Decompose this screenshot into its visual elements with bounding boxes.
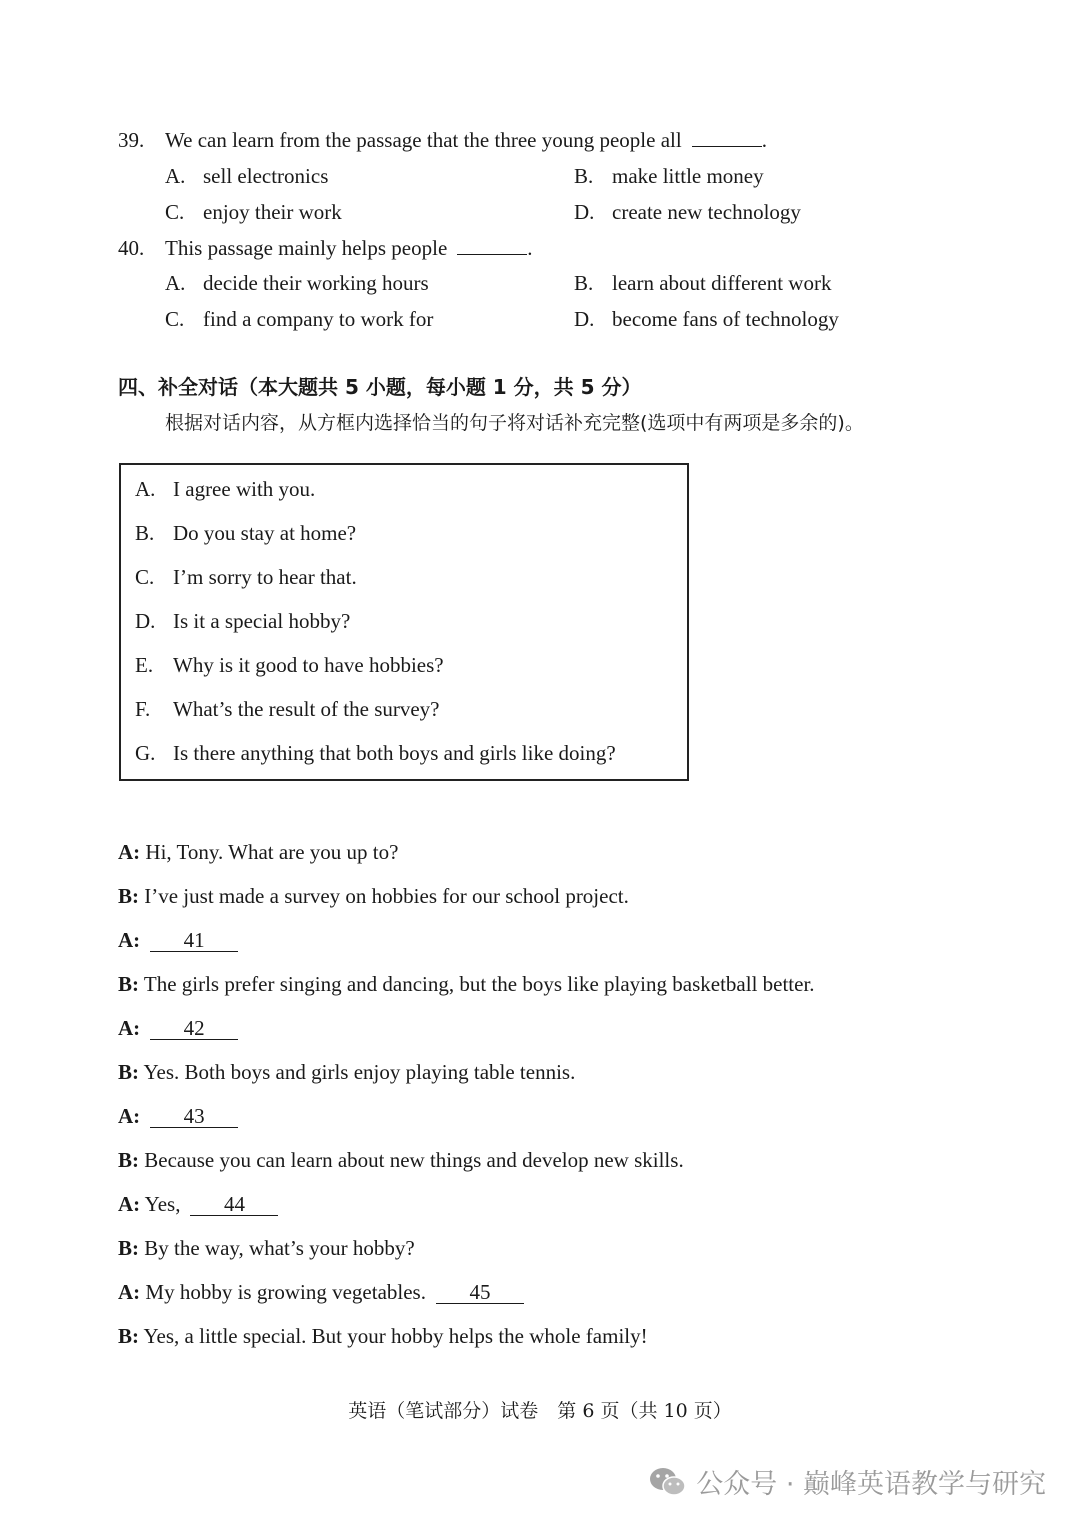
box-option-b	[135, 521, 356, 546]
dialogue-line-9	[118, 1192, 278, 1217]
dialogue-line-5	[118, 1016, 238, 1041]
option-text: decide their working hours	[203, 271, 429, 295]
speaker: A:	[118, 928, 141, 952]
q39-option-a[interactable]	[165, 164, 328, 189]
box-option-letter: A.	[135, 477, 156, 501]
q40-option-d[interactable]	[574, 307, 839, 332]
line-text: Yes,	[144, 1192, 181, 1216]
watermark-text: 公众号 · 巅峰英语教学与研究	[696, 1469, 1046, 1500]
q39-option-d[interactable]	[574, 200, 801, 225]
box-option-text: I agree with you.	[173, 477, 316, 501]
q39-option-b[interactable]	[574, 164, 764, 189]
line-text: Hi, Tony. What are you up to?	[145, 840, 399, 864]
dialogue-line-6	[118, 1060, 575, 1085]
q40-stem-text: This passage mainly helps people	[165, 236, 448, 260]
dialogue-line-2	[118, 884, 629, 909]
q40-stem	[165, 236, 533, 261]
option-text: enjoy their work	[203, 200, 342, 224]
option-letter: C.	[165, 307, 185, 331]
line-text: By the way, what’s your hobby?	[144, 1236, 415, 1260]
option-text: create new technology	[612, 200, 801, 224]
option-letter: B.	[574, 271, 594, 295]
option-letter: D.	[574, 200, 595, 224]
option-text: find a company to work for	[203, 307, 434, 331]
dialogue-line-1	[118, 840, 398, 865]
dialogue-line-11	[118, 1280, 524, 1305]
q39-answer-blank[interactable]	[692, 145, 762, 147]
section-title: 四、补全对话（本大题共 5 小题，每小题 1 分，共 5 分）	[118, 375, 642, 399]
box-option-c	[135, 565, 357, 590]
line-text: Yes, a little special. But your hobby helps the whole family!	[143, 1324, 648, 1348]
dialogue-line-10	[118, 1236, 415, 1261]
gap-blank-43[interactable]: 43	[150, 1106, 238, 1128]
speaker: A:	[118, 1192, 141, 1216]
speaker: A:	[118, 1104, 141, 1128]
q40-stem-end: .	[527, 236, 533, 260]
line-text: Because you can learn about new things and develop new skills.	[144, 1148, 684, 1172]
option-letter: A.	[165, 164, 186, 188]
option-text: make little money	[612, 164, 764, 188]
watermark	[648, 1462, 1046, 1501]
box-option-d	[135, 609, 350, 634]
speaker: A:	[118, 1280, 141, 1304]
dialogue-line-12	[118, 1324, 648, 1349]
q40-option-c[interactable]	[165, 307, 433, 332]
line-text: The girls prefer singing and dancing, but the boys like playing basketball better.	[143, 972, 815, 996]
option-letter: B.	[574, 164, 594, 188]
speaker: A:	[118, 1016, 141, 1040]
speaker: B:	[118, 1324, 139, 1348]
wechat-icon	[648, 1465, 688, 1499]
gap-blank-41[interactable]: 41	[150, 930, 238, 952]
box-option-text: Why is it good to have hobbies?	[173, 653, 444, 677]
line-text: Yes. Both boys and girls enjoy playing table tennis.	[143, 1060, 576, 1084]
option-letter: A.	[165, 271, 186, 295]
option-letter: D.	[574, 307, 595, 331]
dialogue-line-3	[118, 928, 238, 953]
box-option-text: I’m sorry to hear that.	[173, 565, 357, 589]
speaker: B:	[118, 972, 139, 996]
speaker: B:	[118, 1236, 139, 1260]
gap-blank-42[interactable]: 42	[150, 1018, 238, 1040]
box-option-a	[135, 477, 315, 502]
box-option-text: Do you stay at home?	[173, 521, 357, 545]
option-text: learn about different work	[612, 271, 832, 295]
box-option-e	[135, 653, 444, 678]
box-option-f	[135, 697, 440, 722]
option-text: sell electronics	[203, 164, 329, 188]
speaker: A:	[118, 840, 141, 864]
q40-number: 40.	[118, 236, 145, 260]
page-footer: 英语（笔试部分）试卷 第 6 页（共 10 页）	[348, 1400, 732, 1422]
gap-blank-44[interactable]: 44	[190, 1194, 278, 1216]
box-option-letter: E.	[135, 653, 154, 677]
speaker: B:	[118, 1148, 139, 1172]
box-option-letter: F.	[135, 697, 151, 721]
box-option-letter: B.	[135, 521, 155, 545]
q39-stem-end: .	[761, 128, 767, 152]
dialogue-line-8	[118, 1148, 684, 1173]
box-option-letter: D.	[135, 609, 156, 633]
box-option-text: Is it a special hobby?	[173, 609, 351, 633]
q40-option-a[interactable]	[165, 271, 429, 296]
option-letter: C.	[165, 200, 185, 224]
speaker: B:	[118, 1060, 139, 1084]
speaker: B:	[118, 884, 139, 908]
box-option-letter: C.	[135, 565, 155, 589]
q39-number: 39.	[118, 128, 145, 152]
box-option-text: Is there anything that both boys and girls like doing?	[173, 741, 616, 765]
box-option-text: What’s the result of the survey?	[173, 697, 440, 721]
line-text: I’ve just made a survey on hobbies for our school project.	[144, 884, 629, 908]
section-instruction: 根据对话内容，从方框内选择恰当的句子将对话补充完整(选项中有两项是多余的)。	[165, 412, 864, 434]
option-text: become fans of technology	[612, 307, 839, 331]
box-option-letter: G.	[135, 741, 156, 765]
box-option-g	[135, 741, 616, 766]
dialogue-line-4	[118, 972, 815, 997]
q40-answer-blank[interactable]	[457, 253, 527, 255]
q39-stem-text: We can learn from the passage that the three young people all	[165, 128, 682, 152]
q39-option-c[interactable]	[165, 200, 342, 225]
q39-stem	[165, 128, 767, 153]
q40-option-b[interactable]	[574, 271, 831, 296]
gap-blank-45[interactable]: 45	[436, 1282, 524, 1304]
line-text: My hobby is growing vegetables.	[145, 1280, 426, 1304]
dialogue-line-7	[118, 1104, 238, 1129]
